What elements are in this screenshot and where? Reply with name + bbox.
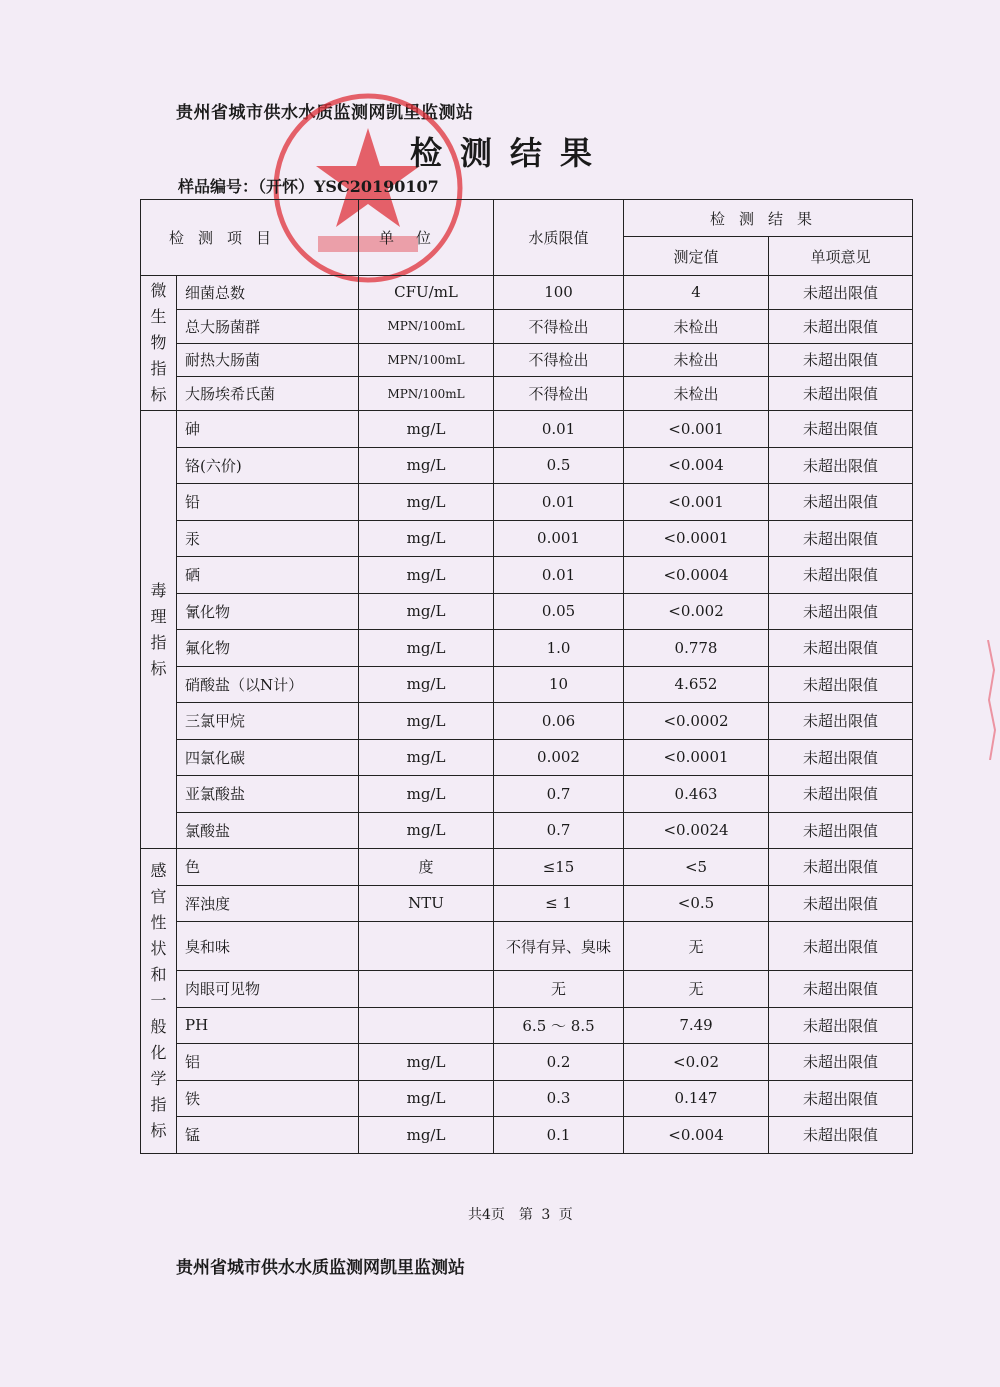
item-name-cell: 铬(六价) — [177, 447, 359, 484]
unit-cell: mg/L — [359, 593, 494, 630]
opinion-cell: 未超出限值 — [769, 776, 913, 813]
measured-cell: <0.02 — [624, 1044, 769, 1081]
header-organization: 贵州省城市供水水质监测网凯里监测站 — [176, 103, 474, 123]
limit-cell: ≤15 — [494, 849, 624, 886]
table-row — [141, 1080, 913, 1117]
opinion-cell: 未超出限值 — [769, 666, 913, 703]
table-row — [141, 520, 913, 557]
limit-cell: 0.001 — [494, 520, 624, 557]
opinion-cell: 未超出限值 — [769, 1117, 913, 1154]
seal-edge-mark — [986, 640, 996, 760]
measured-cell: <0.001 — [624, 484, 769, 521]
table-row — [141, 593, 913, 630]
limit-cell: 不得有异、臭味 — [494, 922, 624, 971]
limit-cell: 100 — [494, 276, 624, 310]
measured-cell: <0.0004 — [624, 557, 769, 594]
limit-cell: 10 — [494, 666, 624, 703]
unit-cell — [359, 1007, 494, 1044]
item-name-cell: 砷 — [177, 411, 359, 448]
measured-cell: 0.463 — [624, 776, 769, 813]
opinion-cell: 未超出限值 — [769, 885, 913, 922]
measured-cell: <0.004 — [624, 1117, 769, 1154]
unit-cell: mg/L — [359, 1080, 494, 1117]
item-name-cell: 汞 — [177, 520, 359, 557]
item-name-cell: 铁 — [177, 1080, 359, 1117]
item-name-cell: 三氯甲烷 — [177, 703, 359, 740]
table-row — [141, 557, 913, 594]
item-name-cell: 氯酸盐 — [177, 812, 359, 849]
measured-cell: <0.0001 — [624, 739, 769, 776]
opinion-cell: 未超出限值 — [769, 812, 913, 849]
opinion-cell: 未超出限值 — [769, 377, 913, 411]
measured-cell: <0.0002 — [624, 703, 769, 740]
limit-cell: 不得检出 — [494, 377, 624, 411]
item-name-cell: 硒 — [177, 557, 359, 594]
opinion-cell: 未超出限值 — [769, 309, 913, 343]
limit-cell: 1.0 — [494, 630, 624, 667]
item-name-cell: 铅 — [177, 484, 359, 521]
category-cell: 毒 理 指 标 — [141, 411, 177, 849]
item-name-cell: 大肠埃希氏菌 — [177, 377, 359, 411]
header-unit: 单位 — [359, 200, 494, 276]
measured-cell: 4.652 — [624, 666, 769, 703]
unit-cell: CFU/mL — [359, 276, 494, 310]
limit-cell: 0.01 — [494, 411, 624, 448]
limit-cell: 0.1 — [494, 1117, 624, 1154]
opinion-cell: 未超出限值 — [769, 593, 913, 630]
unit-cell — [359, 922, 494, 971]
measured-cell: <0.0001 — [624, 520, 769, 557]
table-row — [141, 666, 913, 703]
table-row — [141, 739, 913, 776]
item-name-cell: 锰 — [177, 1117, 359, 1154]
measured-cell: 0.778 — [624, 630, 769, 667]
limit-cell: 6.5 ～ 8.5 — [494, 1007, 624, 1044]
limit-cell: 0.2 — [494, 1044, 624, 1081]
table-row — [141, 484, 913, 521]
limit-cell: 不得检出 — [494, 309, 624, 343]
unit-cell: mg/L — [359, 520, 494, 557]
item-name-cell: 色 — [177, 849, 359, 886]
item-name-cell: PH — [177, 1007, 359, 1044]
opinion-cell: 未超出限值 — [769, 411, 913, 448]
item-name-cell: 氰化物 — [177, 593, 359, 630]
limit-cell: 0.002 — [494, 739, 624, 776]
unit-cell — [359, 971, 494, 1008]
item-name-cell: 硝酸盐（以N计） — [177, 666, 359, 703]
opinion-cell: 未超出限值 — [769, 630, 913, 667]
table-row — [141, 276, 913, 310]
opinion-cell: 未超出限值 — [769, 703, 913, 740]
opinion-cell: 未超出限值 — [769, 1080, 913, 1117]
unit-cell: MPN/100mL — [359, 343, 494, 377]
unit-cell: mg/L — [359, 776, 494, 813]
footer-organization: 贵州省城市供水水质监测网凯里监测站 — [176, 1258, 465, 1278]
measured-cell: <5 — [624, 849, 769, 886]
table-row — [141, 812, 913, 849]
item-name-cell: 总大肠菌群 — [177, 309, 359, 343]
unit-cell: mg/L — [359, 739, 494, 776]
page-title: 检测结果 — [410, 134, 611, 172]
opinion-cell: 未超出限值 — [769, 739, 913, 776]
category-cell: 感 官 性 状 和 一 般 化 学 指 标 — [141, 849, 177, 1154]
header-result: 检测结果 — [624, 200, 913, 237]
measured-cell: <0.004 — [624, 447, 769, 484]
limit-cell: 0.7 — [494, 776, 624, 813]
opinion-cell: 未超出限值 — [769, 557, 913, 594]
item-name-cell: 细菌总数 — [177, 276, 359, 310]
table-row — [141, 971, 913, 1008]
measured-cell: 7.49 — [624, 1007, 769, 1044]
limit-cell: ≤ 1 — [494, 885, 624, 922]
table-row — [141, 377, 913, 411]
item-name-cell: 亚氯酸盐 — [177, 776, 359, 813]
opinion-cell: 未超出限值 — [769, 922, 913, 971]
item-name-cell: 铝 — [177, 1044, 359, 1081]
item-name-cell: 耐热大肠菌 — [177, 343, 359, 377]
opinion-cell: 未超出限值 — [769, 276, 913, 310]
page-number: 共4页 第 3 页 — [468, 1207, 573, 1223]
opinion-cell: 未超出限值 — [769, 1007, 913, 1044]
opinion-cell: 未超出限值 — [769, 343, 913, 377]
measured-cell: 未检出 — [624, 309, 769, 343]
measured-cell: 4 — [624, 276, 769, 310]
table-row — [141, 1007, 913, 1044]
table-row — [141, 630, 913, 667]
item-name-cell: 臭和味 — [177, 922, 359, 971]
limit-cell: 0.05 — [494, 593, 624, 630]
sample-number: 样品编号：（开怀）YSC20190107 — [178, 177, 439, 196]
header-measured: 测定值 — [624, 237, 769, 276]
table-row — [141, 703, 913, 740]
table-row — [141, 776, 913, 813]
header-item: 检测项目 — [141, 200, 359, 276]
limit-cell: 0.06 — [494, 703, 624, 740]
unit-cell: mg/L — [359, 666, 494, 703]
table-row — [141, 411, 913, 448]
unit-cell: mg/L — [359, 484, 494, 521]
opinion-cell: 未超出限值 — [769, 1044, 913, 1081]
unit-cell: NTU — [359, 885, 494, 922]
results-table — [140, 199, 913, 1154]
measured-cell: <0.001 — [624, 411, 769, 448]
item-name-cell: 肉眼可见物 — [177, 971, 359, 1008]
table-row — [141, 885, 913, 922]
measured-cell: <0.5 — [624, 885, 769, 922]
unit-cell: mg/L — [359, 411, 494, 448]
measured-cell: 0.147 — [624, 1080, 769, 1117]
table-row — [141, 849, 913, 886]
unit-cell: mg/L — [359, 557, 494, 594]
unit-cell: 度 — [359, 849, 494, 886]
table-row — [141, 1044, 913, 1081]
header-opinion: 单项意见 — [769, 237, 913, 276]
unit-cell: mg/L — [359, 447, 494, 484]
opinion-cell: 未超出限值 — [769, 520, 913, 557]
measured-cell: 未检出 — [624, 377, 769, 411]
opinion-cell: 未超出限值 — [769, 484, 913, 521]
limit-cell: 0.01 — [494, 484, 624, 521]
unit-cell: mg/L — [359, 1117, 494, 1154]
limit-cell: 0.01 — [494, 557, 624, 594]
limit-cell: 0.7 — [494, 812, 624, 849]
limit-cell: 无 — [494, 971, 624, 1008]
unit-cell: mg/L — [359, 630, 494, 667]
table-row — [141, 447, 913, 484]
header-limit: 水质限值 — [494, 200, 624, 276]
table-row — [141, 1117, 913, 1154]
measured-cell: 未检出 — [624, 343, 769, 377]
measured-cell: 无 — [624, 971, 769, 1008]
unit-cell: MPN/100mL — [359, 309, 494, 343]
item-name-cell: 浑浊度 — [177, 885, 359, 922]
limit-cell: 0.5 — [494, 447, 624, 484]
item-name-cell: 氟化物 — [177, 630, 359, 667]
opinion-cell: 未超出限值 — [769, 971, 913, 1008]
unit-cell: mg/L — [359, 812, 494, 849]
unit-cell: mg/L — [359, 1044, 494, 1081]
table-row — [141, 309, 913, 343]
unit-cell: MPN/100mL — [359, 377, 494, 411]
item-name-cell: 四氯化碳 — [177, 739, 359, 776]
measured-cell: 无 — [624, 922, 769, 971]
unit-cell: mg/L — [359, 703, 494, 740]
measured-cell: <0.0024 — [624, 812, 769, 849]
opinion-cell: 未超出限值 — [769, 849, 913, 886]
measured-cell: <0.002 — [624, 593, 769, 630]
category-cell: 微 生 物 指 标 — [141, 276, 177, 411]
limit-cell: 不得检出 — [494, 343, 624, 377]
table-row — [141, 343, 913, 377]
opinion-cell: 未超出限值 — [769, 447, 913, 484]
limit-cell: 0.3 — [494, 1080, 624, 1117]
table-row — [141, 922, 913, 971]
